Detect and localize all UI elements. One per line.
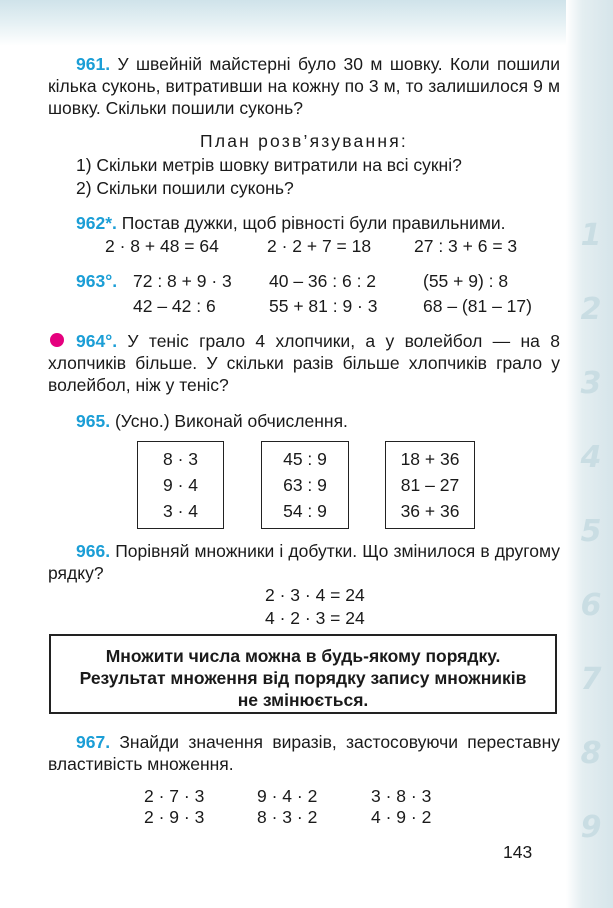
- exercise-number: 966.: [76, 541, 111, 561]
- exercise-967: [48, 731, 560, 775]
- rule-box: [49, 634, 557, 714]
- rule-line: Результат множення від порядку запису множників: [79, 668, 527, 688]
- expression: 3 · 8 · 3: [371, 786, 432, 806]
- exercise-text: Порівняй множники і добутки. Що змінилося в другому рядку?: [48, 541, 560, 583]
- exercise-text: Знайди значення виразів, застосовуючи переставну властивість множення.: [48, 732, 560, 774]
- plan-step: 1) Скільки метрів шовку витратили на всі сукні?: [76, 155, 462, 175]
- rule-line: Множити числа можна в будь-якому порядку.: [105, 646, 501, 666]
- exercise-number: 961.: [76, 54, 111, 74]
- side-tab: 4: [580, 440, 602, 475]
- side-tab: 1: [580, 218, 602, 253]
- side-tab: 5: [580, 514, 602, 549]
- calc-item: 45 : 9: [283, 449, 327, 469]
- exercise-number: 962*.: [76, 213, 117, 233]
- calc-box: [137, 441, 224, 529]
- page-number: 143: [503, 842, 533, 862]
- expression: 72 : 8 + 9 · 3: [133, 271, 232, 291]
- expression: 8 · 3 · 2: [257, 807, 318, 827]
- side-tab: 8: [580, 736, 602, 771]
- exercise-text: У швейній майстерні було 30 м шовку. Коли пошили кілька суконь, витративши на кожну по 3 м, то залишилося 9 м шовку. Скільки пошили суконь?: [48, 54, 560, 118]
- expression: 9 · 4 · 2: [257, 786, 318, 806]
- expression: 2 · 8 + 48 = 64: [105, 236, 219, 256]
- calc-item: 63 : 9: [283, 475, 327, 495]
- calc-item: 3 · 4: [162, 501, 199, 521]
- calc-box: [261, 441, 349, 529]
- calc-item: 8 · 3: [162, 449, 199, 469]
- exercise-966: [48, 540, 560, 584]
- calc-item: 36 + 36: [400, 501, 460, 521]
- exercise-965: [76, 410, 348, 432]
- expression: 27 : 3 + 6 = 3: [414, 236, 518, 256]
- rule-line: не змінюється.: [237, 690, 369, 710]
- sidebar-tabs: [566, 0, 613, 908]
- exercise-963-number: 963°.: [76, 271, 118, 291]
- plan-step: 2) Скільки пошили суконь?: [76, 178, 294, 198]
- side-tab: 7: [580, 662, 602, 697]
- expression: 2 · 9 · 3: [144, 807, 205, 827]
- expression: 2 · 7 · 3: [144, 786, 205, 806]
- side-tab: 9: [580, 810, 602, 845]
- expression: 4 · 9 · 2: [371, 807, 432, 827]
- equation: 2 · 3 · 4 = 24: [265, 585, 365, 605]
- side-tab: 3: [580, 366, 602, 401]
- expression: 40 – 36 : 6 : 2: [269, 271, 377, 291]
- exercise-number: 964°.: [76, 331, 118, 351]
- exercise-text: Постав дужки, щоб рівності були правильними.: [121, 213, 506, 233]
- calc-item: 54 : 9: [283, 501, 327, 521]
- calc-item: 9 · 4: [162, 475, 199, 495]
- top-band: [0, 0, 613, 46]
- plan-title: План розв’язування:: [200, 131, 408, 151]
- exercise-962: [76, 212, 506, 234]
- exercise-961: [48, 53, 560, 119]
- exercise-964: [48, 330, 560, 396]
- expression: (55 + 9) : 8: [423, 271, 509, 291]
- expression: 68 – (81 – 17): [423, 296, 532, 316]
- expression: 42 – 42 : 6: [133, 296, 216, 316]
- exercise-text: (Усно.) Виконай обчислення.: [114, 411, 348, 431]
- side-tab: 6: [580, 588, 602, 623]
- expression: 2 · 2 + 7 = 18: [267, 236, 372, 256]
- expression: 55 + 81 : 9 · 3: [269, 296, 378, 316]
- calc-item: 81 – 27: [400, 475, 460, 495]
- exercise-text: У теніс грало 4 хлопчики, а у волейбол — на 8 хлопчиків більше. У скільки разів більше хлопчиків грало у волейбол, ніж у теніс?: [48, 331, 560, 395]
- calc-box: [385, 441, 475, 529]
- equation: 4 · 2 · 3 = 24: [265, 608, 365, 628]
- exercise-number: 965.: [76, 411, 111, 431]
- side-tab: 2: [580, 292, 602, 327]
- exercise-number: 967.: [76, 732, 111, 752]
- calc-item: 18 + 36: [400, 449, 460, 469]
